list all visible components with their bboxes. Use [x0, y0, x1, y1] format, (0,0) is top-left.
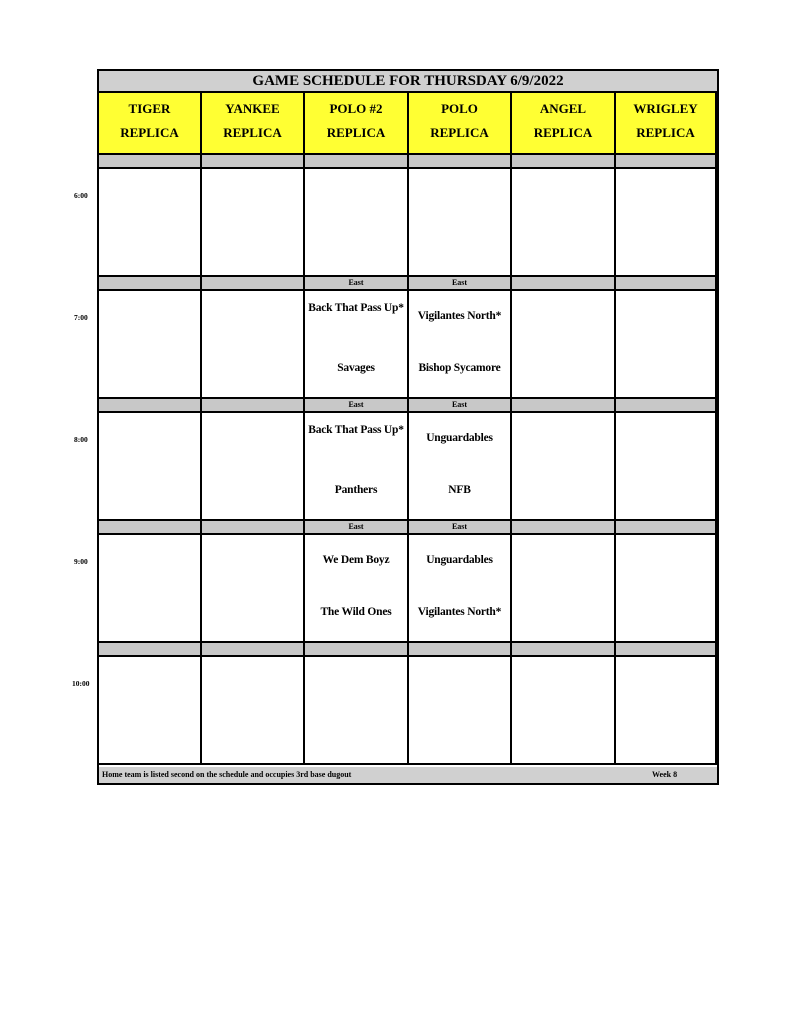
game-cell [99, 657, 202, 765]
field-name: ANGEL [539, 101, 587, 116]
field-name: POLO [441, 101, 478, 116]
game-cell [616, 657, 717, 765]
field-name: YANKEE [225, 101, 280, 116]
game-cell [202, 535, 305, 643]
division-label: East [305, 521, 409, 535]
field-header [305, 93, 409, 155]
game-cell [409, 657, 512, 765]
home-team: The Wild Ones [320, 606, 392, 618]
field-subtitle: REPLICA [430, 125, 489, 140]
game-cell [202, 169, 305, 277]
time-label: 10:00 [72, 679, 90, 688]
week-label: Week 8 [652, 770, 678, 779]
game-cell [409, 413, 512, 521]
division-label: East [305, 277, 409, 291]
game-cell [99, 291, 202, 399]
home-team: Vigilantes North* [417, 606, 502, 618]
schedule-footer [99, 767, 717, 783]
field-subtitle: REPLICA [636, 125, 695, 140]
division-label [202, 155, 305, 169]
time-label: 6:00 [74, 191, 88, 200]
field-header [512, 93, 616, 155]
game-cell [202, 413, 305, 521]
game-cell [305, 657, 409, 765]
away-team: Unguardables [426, 432, 493, 444]
schedule-title: GAME SCHEDULE FOR THURSDAY 6/9/2022 [99, 71, 717, 93]
field-header [99, 93, 202, 155]
division-label [202, 643, 305, 657]
division-label [616, 399, 717, 413]
division-label [305, 643, 409, 657]
home-team: NFB [448, 484, 471, 496]
division-label [409, 643, 512, 657]
away-team: Unguardables [426, 554, 493, 566]
division-label [305, 155, 409, 169]
away-team: We Dem Boyz [322, 554, 390, 566]
field-subtitle: REPLICA [223, 125, 282, 140]
time-label: 7:00 [74, 313, 88, 322]
game-cell [409, 169, 512, 277]
division-label: East [409, 521, 512, 535]
game-cell [616, 413, 717, 521]
game-cell [512, 657, 616, 765]
away-team: Vigilantes North* [417, 310, 502, 322]
schedule-sheet [97, 69, 719, 785]
division-label [616, 643, 717, 657]
division-label [616, 521, 717, 535]
game-cell [512, 535, 616, 643]
field-subtitle: REPLICA [326, 125, 386, 140]
game-cell [409, 535, 512, 643]
division-label [512, 521, 616, 535]
home-team: Savages [337, 362, 375, 374]
division-label [409, 155, 512, 169]
game-cell [616, 291, 717, 399]
division-label [99, 155, 202, 169]
game-cell [305, 535, 409, 643]
division-label [202, 399, 305, 413]
division-label [202, 521, 305, 535]
home-team: Bishop Sycamore [418, 362, 501, 374]
field-name: POLO #2 [329, 101, 383, 116]
division-label [616, 277, 717, 291]
division-label [202, 277, 305, 291]
game-cell [512, 291, 616, 399]
field-header [202, 93, 305, 155]
home-team-note: Home team is listed second on the schedule and occupies 3rd base dugout [102, 770, 352, 779]
division-label [616, 155, 717, 169]
field-subtitle: REPLICA [120, 125, 179, 140]
division-label [99, 277, 202, 291]
game-cell [202, 291, 305, 399]
division-label: East [409, 399, 512, 413]
division-label [512, 399, 616, 413]
field-header [616, 93, 717, 155]
division-label [512, 277, 616, 291]
division-label: East [409, 277, 512, 291]
field-header [409, 93, 512, 155]
division-label [99, 643, 202, 657]
game-cell [512, 169, 616, 277]
time-label: 9:00 [74, 557, 88, 566]
field-subtitle: REPLICA [533, 125, 593, 140]
away-team: Back That Pass Up* [308, 302, 404, 314]
division-label: East [305, 399, 409, 413]
division-label [512, 643, 616, 657]
game-cell [99, 535, 202, 643]
game-cell [305, 169, 409, 277]
home-team: Panthers [334, 484, 378, 496]
time-label: 8:00 [74, 435, 88, 444]
game-cell [616, 535, 717, 643]
game-cell [305, 413, 409, 521]
away-team: Back That Pass Up* [308, 424, 404, 436]
game-cell [202, 657, 305, 765]
game-cell [409, 291, 512, 399]
game-cell [512, 413, 616, 521]
game-cell [99, 413, 202, 521]
game-cell [305, 291, 409, 399]
division-label [99, 399, 202, 413]
game-cell [616, 169, 717, 277]
field-name: WRIGLEY [633, 101, 698, 116]
field-name: TIGER [128, 101, 171, 116]
division-label [512, 155, 616, 169]
division-label [99, 521, 202, 535]
game-cell [99, 169, 202, 277]
